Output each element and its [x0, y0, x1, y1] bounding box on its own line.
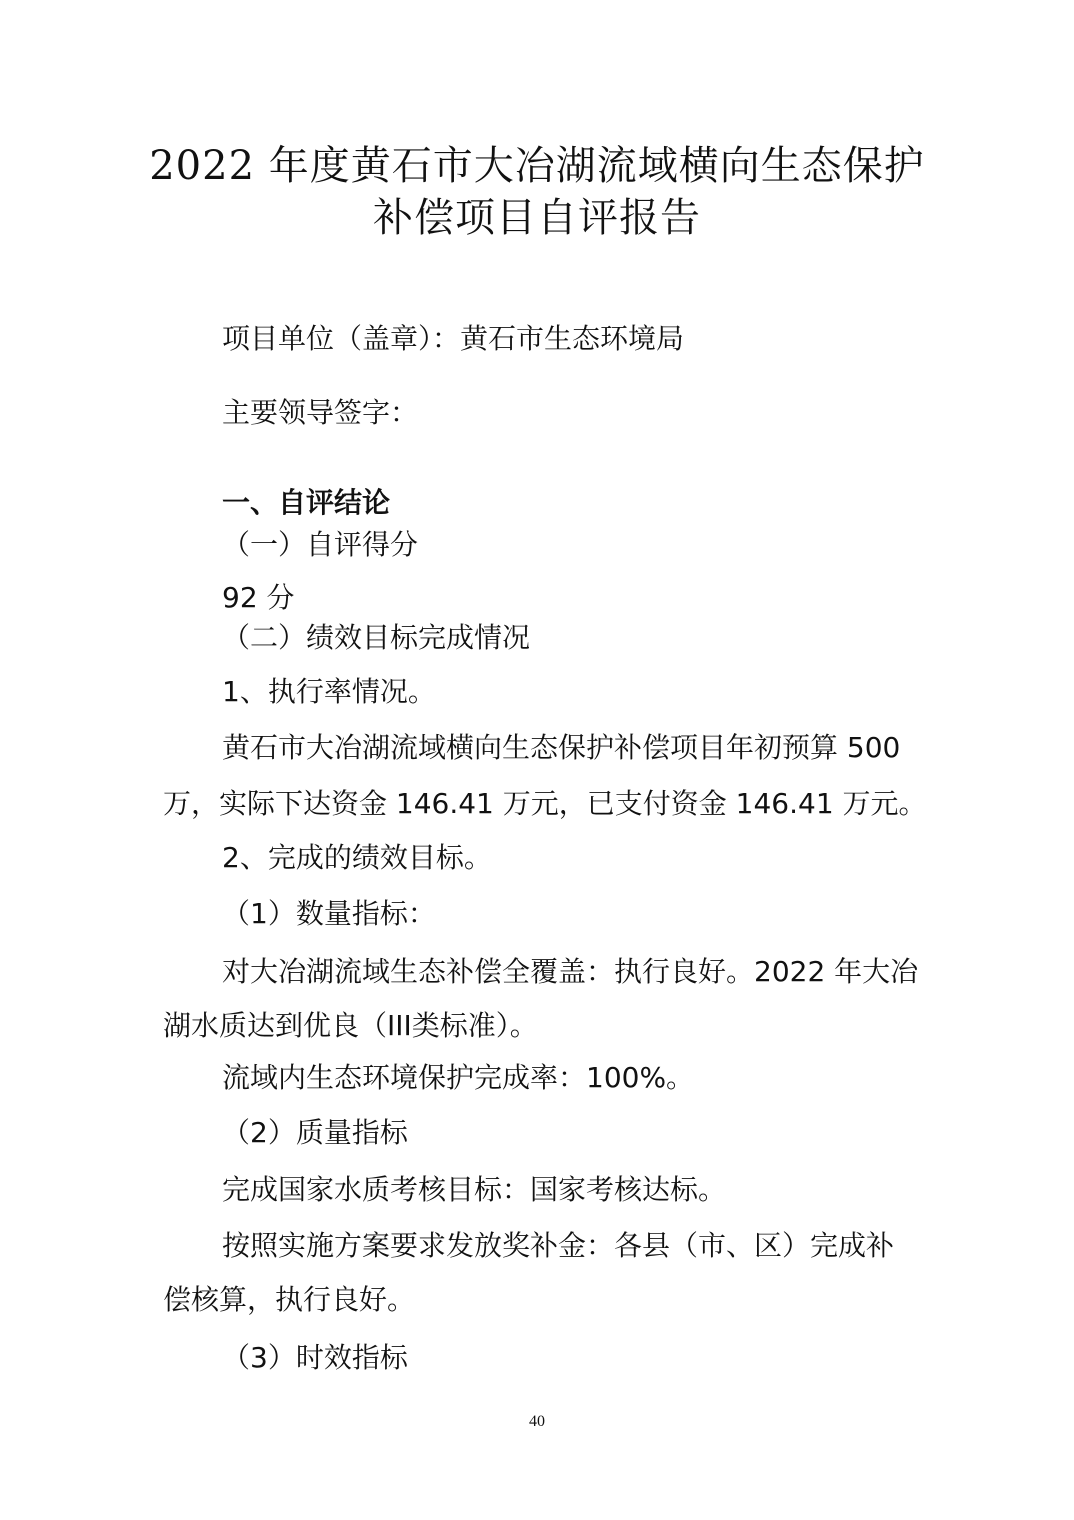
timeliness-indicator-heading: （3）时效指标	[222, 1341, 408, 1374]
item-heading-execution: 1、执行率情况。	[222, 675, 436, 708]
paragraph-reward-line-2: 偿核算，执行良好。	[163, 1283, 416, 1316]
paragraph-budget-line-2: 万，实际下达资金 146.41 万元，已支付资金 146.41 万元。	[163, 787, 927, 820]
paragraph-budget-line-1: 黄石市大冶湖流域横向生态保护补偿项目年初预算 500	[222, 731, 901, 764]
paragraph-coverage-line-2: 湖水质达到优良（III类标准）。	[163, 1009, 538, 1042]
signature-line: 主要领导签字：	[222, 396, 419, 429]
item-heading-targets: 2、完成的绩效目标。	[222, 841, 492, 874]
paragraph-completion-rate: 流域内生态环境保护完成率：100%。	[222, 1061, 695, 1094]
subsection-heading-targets: （二）绩效目标完成情况	[222, 621, 531, 654]
section-heading-conclusion: 一、自评结论	[222, 486, 391, 519]
paragraph-reward-line-1: 按照实施方案要求发放奖补金：各县（市、区）完成补	[222, 1229, 895, 1262]
report-title-line-1: 2022 年度黄石市大冶湖流域横向生态保护	[149, 143, 925, 189]
quantity-indicator-heading: （1）数量指标：	[222, 897, 436, 930]
quality-indicator-heading: （2）质量指标	[222, 1116, 408, 1149]
page-number: 40	[529, 1413, 545, 1430]
subsection-heading-score: （一）自评得分	[222, 528, 419, 561]
paragraph-coverage-line-1: 对大冶湖流域生态补偿全覆盖：执行良好。2022 年大冶	[222, 955, 919, 988]
score-value: 92 分	[222, 581, 295, 614]
paragraph-water-quality: 完成国家水质考核目标：国家考核达标。	[222, 1173, 727, 1206]
project-unit-line: 项目单位（盖章）：黄石市生态环境局	[222, 322, 685, 355]
report-title-line-2: 补偿项目自评报告	[373, 195, 701, 241]
